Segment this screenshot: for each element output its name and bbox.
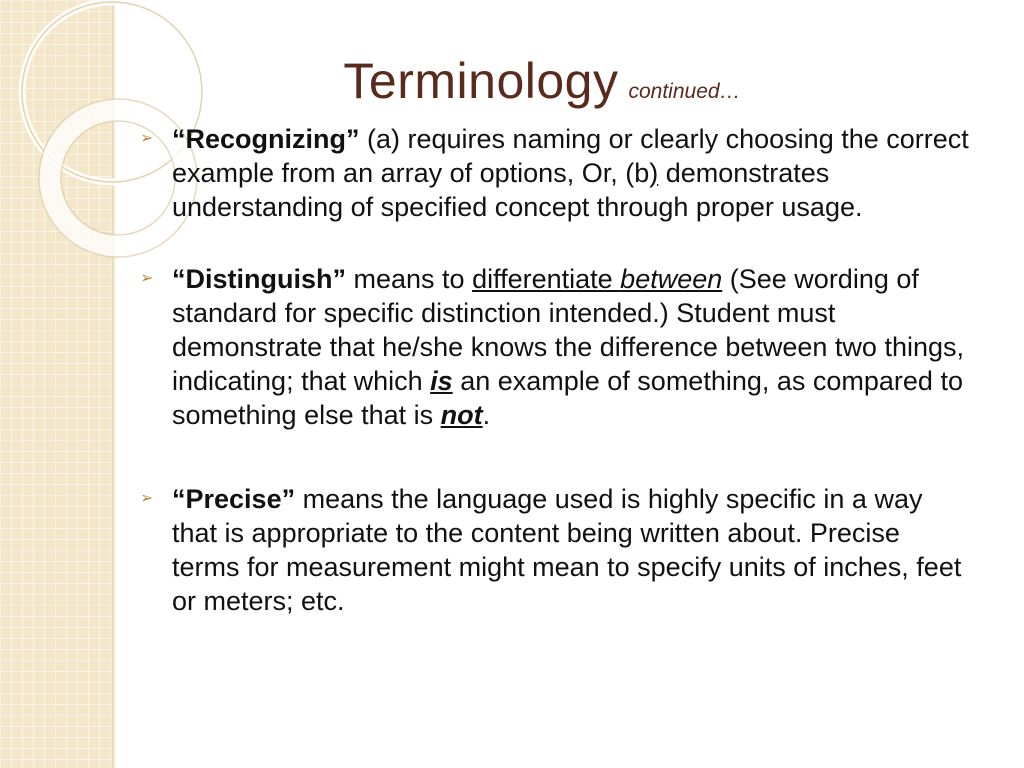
definition-text: demonstrates understanding of specified concept through proper usage.	[172, 158, 863, 222]
underlined-paren: )	[649, 158, 659, 188]
title-continued: continued…	[628, 80, 741, 103]
definition-text: means to	[346, 264, 473, 294]
emphasis-is: is	[430, 366, 453, 396]
arrow-bullet-icon: ➢	[140, 490, 154, 507]
underlined-differentiate: differentiate	[472, 264, 621, 294]
arrow-bullet-icon: ➢	[140, 270, 154, 287]
term-recognizing: “Recognizing”	[172, 124, 360, 154]
arrow-bullet-icon: ➢	[140, 130, 154, 147]
emphasis-not: not	[440, 400, 483, 430]
definition-text: .	[482, 400, 491, 430]
term-distinguish: “Distinguish”	[172, 264, 346, 294]
definition-text: means the language used is highly specific in a way that is appropriate to the content being written about. Precise terms for measurement might mean to specify units of inches, feet or meters; etc.	[172, 484, 962, 616]
bullet-item-distinguish	[140, 262, 970, 432]
definition-text: an example of something, as compared to something else that is	[172, 366, 963, 430]
definition-text: (See wording of standard for specific distinction intended.) Student must demonstrate that he/she knows the difference between two things, indicating; that which	[172, 264, 964, 396]
title-text: Terminology	[343, 53, 619, 109]
bullet-item-recognizing	[140, 122, 970, 224]
definition-text: (a) requires naming or clearly choosing the correct example from an array of options, Or, (b	[172, 124, 969, 188]
slide-title	[0, 52, 1024, 110]
bullet-list	[140, 122, 970, 618]
underlined-between: between	[620, 264, 723, 294]
term-precise: “Precise”	[172, 484, 296, 514]
bullet-item-precise	[140, 482, 970, 618]
